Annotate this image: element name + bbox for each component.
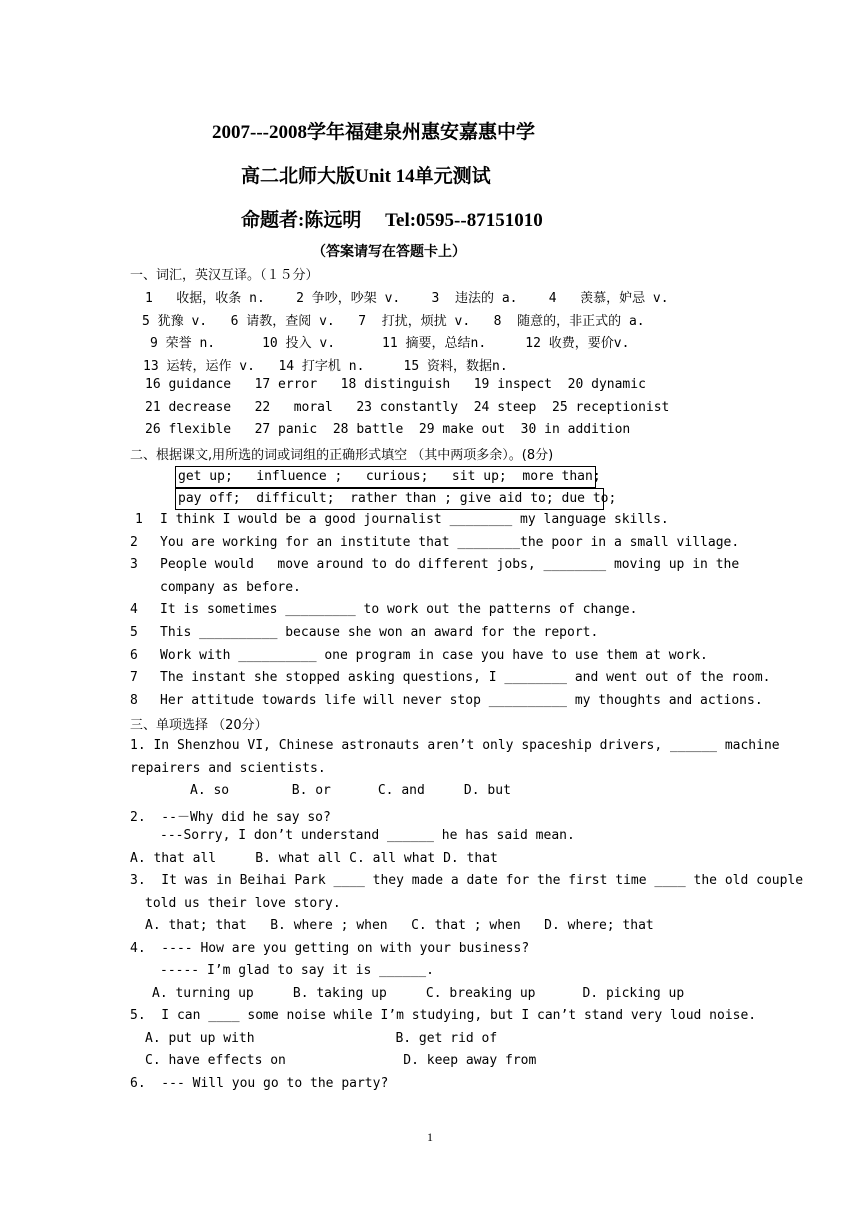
section2-heading: 二、根据课文,用所选的词或词组的正确形式填空 （其中两项多余）。(8分) xyxy=(130,448,554,463)
vocab-line-7: 26 flexible 27 panic 28 battle 29 make out 30 in addition xyxy=(145,422,631,437)
vocab-line-3: 9 荣誉 n. 10 投入 v. 11 摘要，总结n. 12 收费，要价v. xyxy=(150,336,630,351)
mc-line-1: 1. In Shenzhou VI, Chinese astronauts aren’t only spaceship drivers, ______ machine xyxy=(130,738,780,753)
word-bank-row-2: pay off; difficult; rather than ; give aid to; due to; xyxy=(175,488,604,510)
mc-line-13: 5. I can ____ some noise while I’m studying, but I can’t stand very loud noise. xyxy=(130,1008,757,1023)
mc-line-8: told us their love story. xyxy=(145,896,341,911)
mc-line-6: A. that all B. what all C. all what D. that xyxy=(130,851,498,866)
fill-item-2: You are working for an institute that ________the poor in a small village. xyxy=(160,535,740,550)
vocab-line-5: 16 guidance 17 error 18 distinguish 19 inspect 20 dynamic xyxy=(145,377,646,392)
title-line-2: 高二北师大版Unit 14单元测试 xyxy=(241,166,491,187)
mc-line-11: ----- I’m glad to say it is ______. xyxy=(160,963,434,978)
fill-num-3: 3 xyxy=(130,557,138,572)
mc-line-16: 6. --- Will you go to the party? xyxy=(130,1076,389,1091)
fill-item-3-cont: company as before. xyxy=(160,580,301,595)
vocab-line-4: 13 运转，运作 v. 14 打字机 n. 15 资料，数据n. xyxy=(143,359,508,374)
fill-item-1: I think I would be a good journalist ________ my language skills. xyxy=(160,512,669,527)
fill-num-6: 6 xyxy=(130,648,138,663)
fill-num-7: 7 xyxy=(130,670,138,685)
answer-note: （答案请写在答题卡上） xyxy=(312,245,466,260)
mc-line-2: repairers and scientists. xyxy=(130,761,326,776)
mc-line-10: 4. ---- How are you getting on with your business? xyxy=(130,941,530,956)
fill-item-8: Her attitude towards life will never stop __________ my thoughts and actions. xyxy=(160,693,763,708)
fill-num-4: 4 xyxy=(130,602,138,617)
mc-line-14: A. put up with B. get rid of xyxy=(145,1031,498,1046)
fill-num-5: 5 xyxy=(130,625,138,640)
mc-line-15: C. have effects on D. keep away from xyxy=(145,1053,537,1068)
mc-line-7: 3. It was in Beihai Park ____ they made a date for the first time ____ the old couple xyxy=(130,873,804,888)
author-line: 命题者:陈远明 Tel:0595--87151010 xyxy=(241,210,543,231)
vocab-line-1: 1 收据，收条 n. 2 争吵，吵架 v. 3 违法的 a. 4 羡慕，妒忌 v. xyxy=(145,291,669,306)
fill-num-8: 8 xyxy=(130,693,138,708)
fill-num-2: 2 xyxy=(130,535,138,550)
vocab-line-6: 21 decrease 22 moral 23 constantly 24 steep 25 receptionist xyxy=(145,400,670,415)
mc-line-4: 2. --－Why did he say so? xyxy=(130,810,331,825)
vocab-line-2: 5 犹豫 v. 6 请教，查阅 v. 7 打扰，烦扰 v. 8 随意的，非正式的 a. xyxy=(142,314,645,329)
mc-line-12: A. turning up B. taking up C. breaking up D. picking up xyxy=(152,986,685,1001)
fill-item-5: This __________ because she won an award for the report. xyxy=(160,625,599,640)
mc-line-5: ---Sorry, I don’t understand ______ he has said mean. xyxy=(160,828,575,843)
fill-item-4: It is sometimes _________ to work out the patterns of change. xyxy=(160,602,638,617)
mc-line-3: A. so B. or C. and D. but xyxy=(190,783,511,798)
fill-item-7: The instant she stopped asking questions, I ________ and went out of the room. xyxy=(160,670,771,685)
word-bank-row-1: get up; influence ; curious; sit up; more than; xyxy=(175,466,596,488)
mc-line-9: A. that; that B. where ; when C. that ; when D. where; that xyxy=(145,918,654,933)
page-number: 1 xyxy=(427,1130,433,1144)
fill-item-3: People would move around to do different jobs, ________ moving up in the xyxy=(160,557,740,572)
fill-num-1: 1 xyxy=(135,512,143,527)
fill-item-6: Work with __________ one program in case you have to use them at work. xyxy=(160,648,708,663)
section3-heading: 三、单项选择 （20分） xyxy=(130,718,268,733)
title-line-1: 2007---2008学年福建泉州惠安嘉惠中学 xyxy=(212,122,535,143)
section1-heading: 一、词汇，英汉互译。（１５分） xyxy=(130,268,319,283)
